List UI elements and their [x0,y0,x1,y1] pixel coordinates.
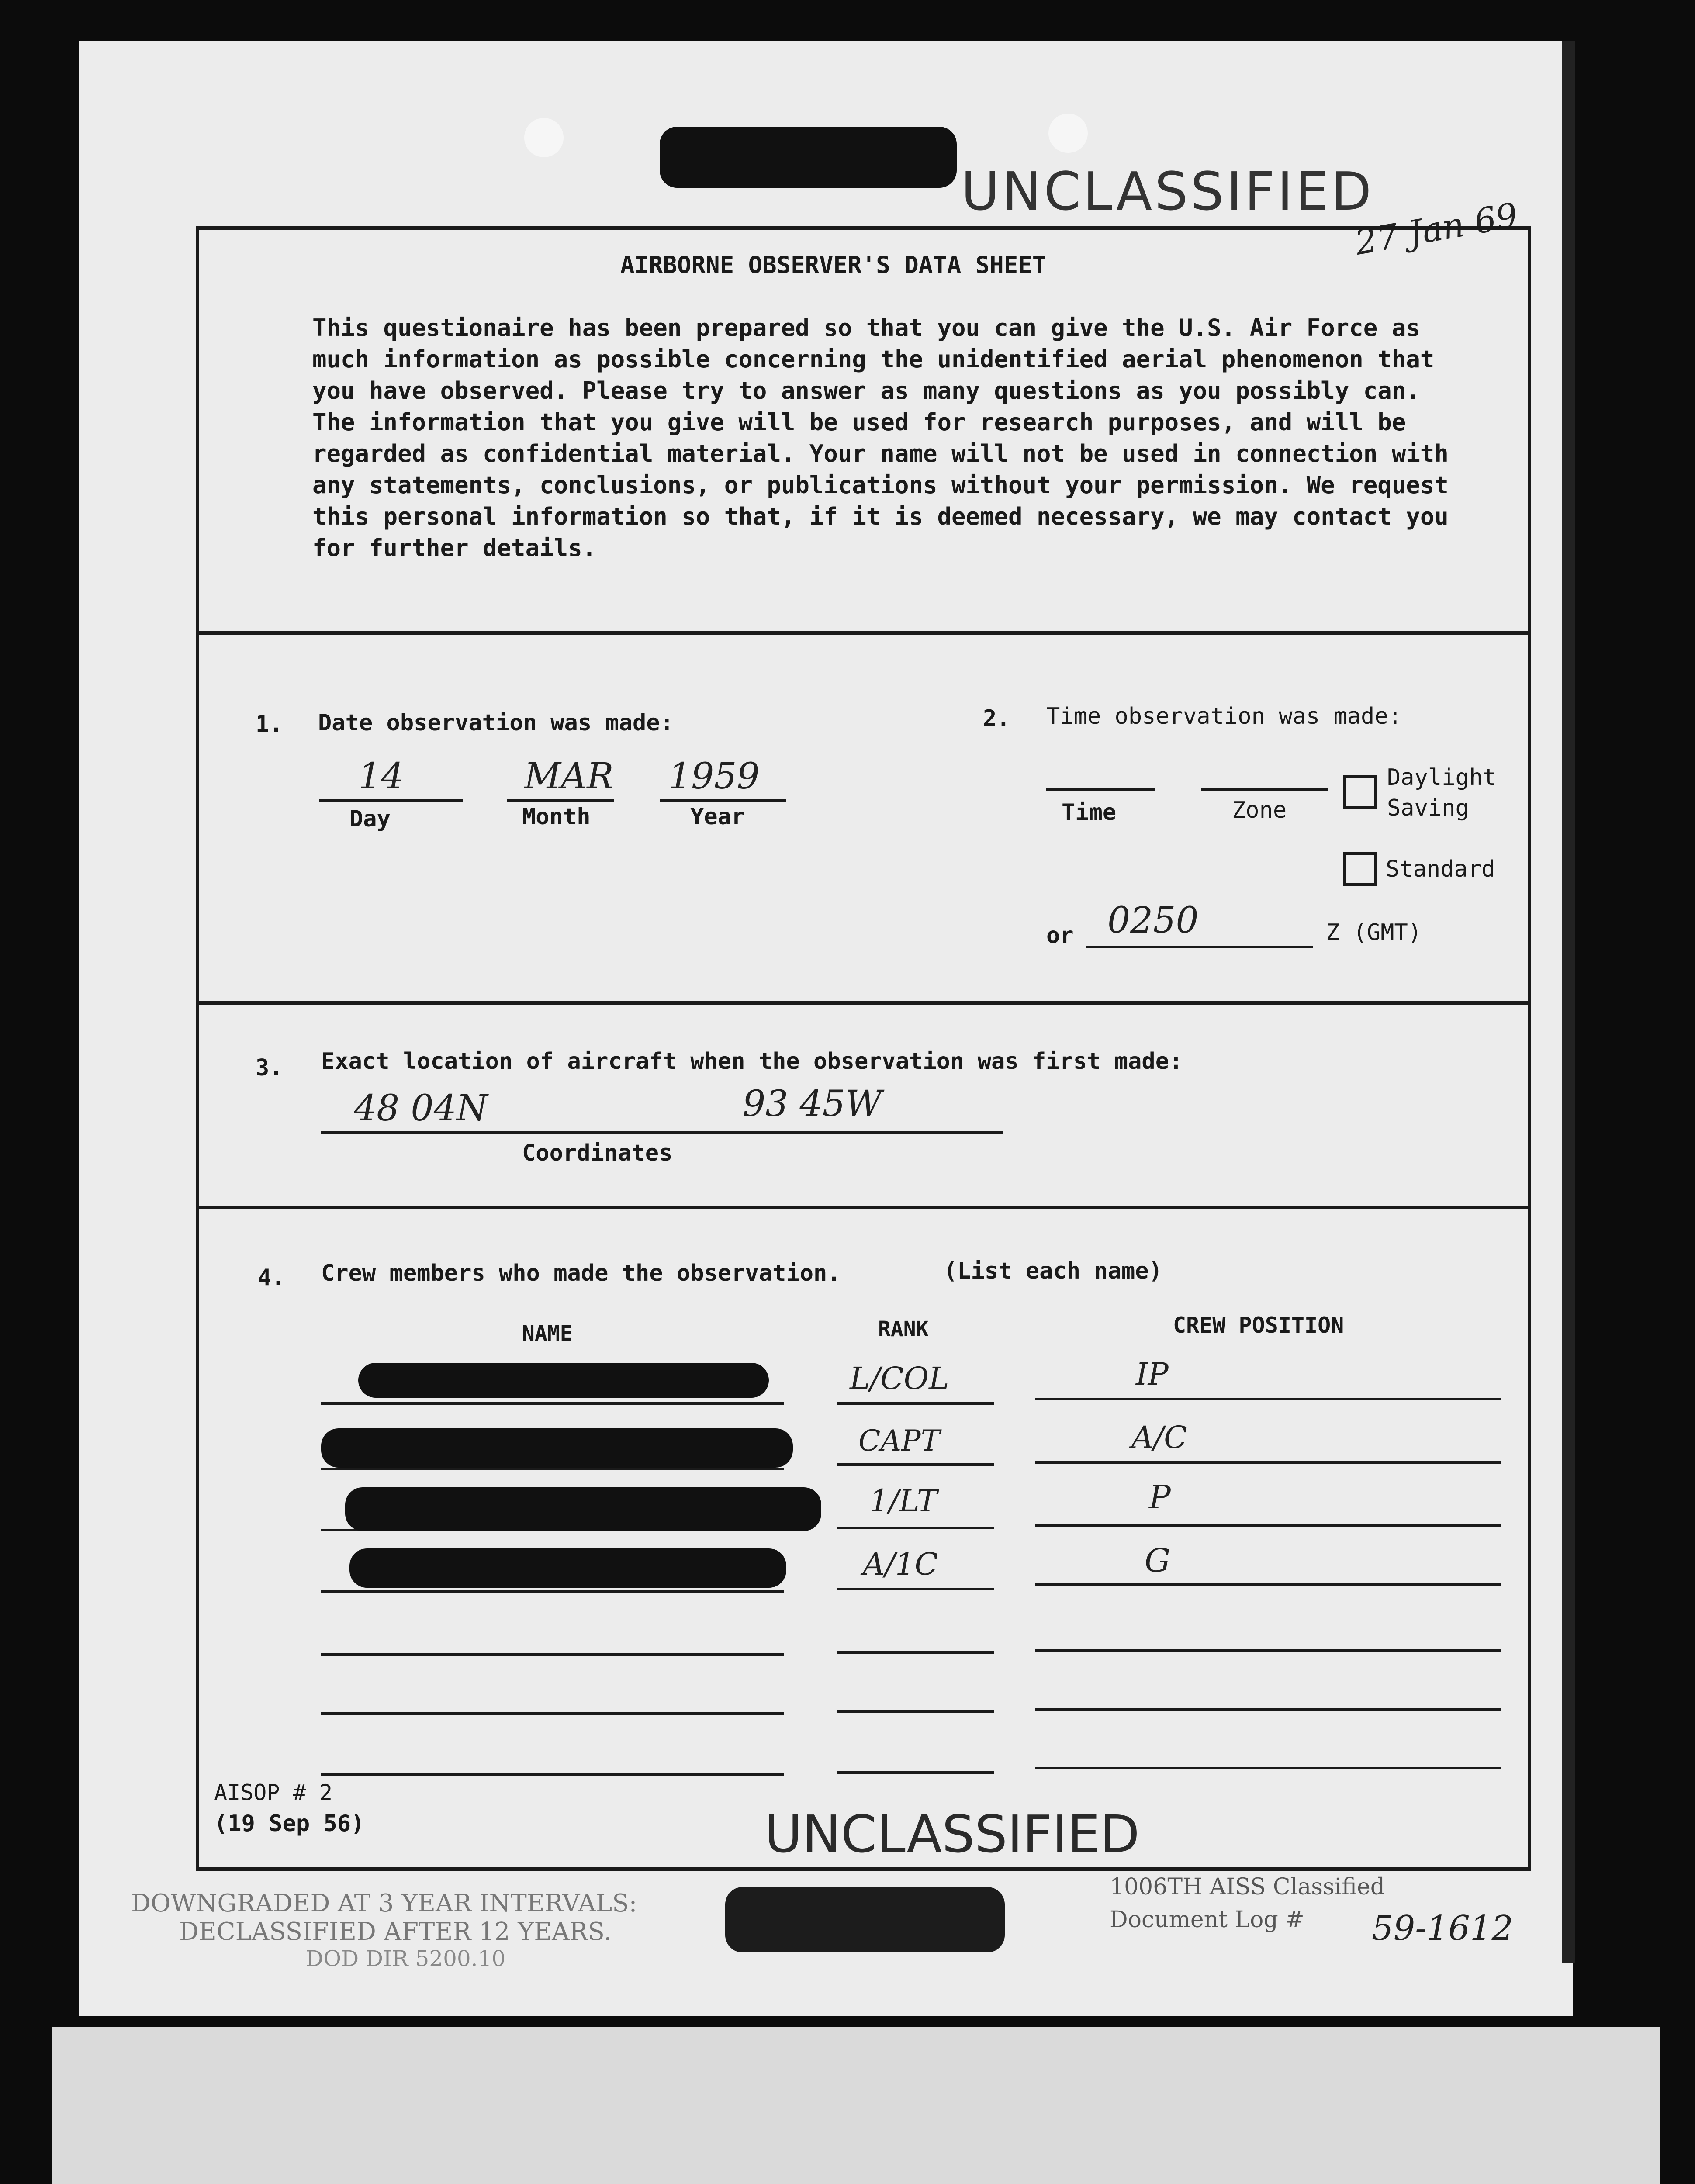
crew-rank-1: L/COL [850,1361,949,1396]
q3-label: Exact location of aircraft when the observation was first made: [321,1048,1183,1075]
redaction-top [660,127,957,188]
crew-position-4: G [1145,1542,1171,1579]
standard-label: Standard [1386,856,1495,882]
backing-sheet [52,2027,1660,2184]
q1-year-value: 1959 [668,756,760,797]
q4-label: Crew members who made the observation. [321,1260,841,1286]
col-name-header: NAME [522,1321,573,1346]
q1-year-line [660,799,786,802]
intro-paragraph: This questionaire has been prepared so that you can give the U.S. Air Force as much information as possible concerning the unidentified aerial phenomenon that you have observed. Please try to answer as many questions as you possibly can. The information that you give will be used for research purposes, and will be regarded as confidential material. Your name will not be used in connection with any statements, conclusions, or publications without your permission. We request this personal information so that, if it is deemed necessary, we may contact you for further details. [312,314,1449,562]
q2-time-line [1046,788,1155,791]
q1-month-label: Month [522,804,591,830]
standard-checkbox[interactable] [1343,852,1377,886]
crew-position-1: IP [1136,1356,1169,1392]
q2-or-label: or [1046,923,1074,949]
q2-gmt-value: 0250 [1107,900,1199,941]
q3-lat-value: 48 04N [354,1088,488,1129]
downgrade-line-2: DECLASSIFIED AFTER 12 YEARS. [179,1918,612,1946]
divider-1 [196,631,1531,635]
redaction-bottom [725,1887,1005,1952]
row-line [321,1590,784,1593]
q2-gmt-label: Z (GMT) [1326,919,1422,946]
handwritten-date: 27 Jan 69 [1352,196,1521,263]
col-rank-header: RANK [878,1317,929,1341]
document-log-line-1: 1006TH AISS Classified [1110,1874,1385,1900]
punch-hole-left [524,118,564,157]
row-line [837,1402,994,1405]
q2-time-label: Time [1062,799,1117,826]
row-line [1035,1461,1501,1464]
daylight-label-1: Daylight [1387,764,1497,791]
q1-label: Date observation was made: [318,710,674,736]
q1-day-label: Day [349,806,391,832]
row-line [1035,1649,1501,1652]
redacted-name [358,1363,769,1398]
row-line [837,1771,994,1774]
document-log-number: 59-1612 [1372,1909,1514,1948]
row-line [837,1588,994,1590]
divider-3 [196,1206,1531,1209]
q1-day-value: 14 [358,756,404,797]
crew-position-2: A/C [1131,1420,1187,1455]
q2-gmt-line [1086,946,1313,948]
q2-label: Time observation was made: [1046,703,1402,729]
crew-rank-2: CAPT [858,1424,940,1458]
daylight-label-2: Saving [1387,795,1469,821]
daylight-saving-checkbox[interactable] [1343,775,1377,809]
row-line [837,1710,994,1713]
row-line [837,1463,994,1466]
row-line [321,1712,784,1715]
document-log-line-2: Document Log # [1110,1907,1304,1933]
q2-zone-line [1201,788,1328,791]
row-line [321,1653,784,1656]
downgrade-line-3: DOD DIR 5200.10 [306,1946,506,1971]
form-id: AISOP # 2 [214,1780,332,1805]
q3-lon-value: 93 45W [743,1083,882,1125]
q3-coord-label: Coordinates [522,1140,673,1166]
crew-rank-3: 1/LT [869,1483,937,1519]
crew-rank-4: A/1C [863,1546,938,1582]
redacted-name [349,1548,786,1588]
redacted-name [345,1487,821,1531]
q1-number: 1. [256,711,283,737]
row-line [1035,1767,1501,1769]
unclassified-stamp-bottom: UNCLASSIFIED [764,1804,1140,1864]
divider-2 [196,1001,1531,1005]
q3-coord-line [321,1131,1003,1134]
row-line [1035,1583,1501,1586]
row-line [837,1527,994,1529]
row-line [1035,1398,1501,1400]
form-date: (19 Sep 56) [214,1811,365,1837]
unclassified-stamp-top: UNCLASSIFIED [961,162,1374,222]
q4-number: 4. [258,1265,285,1291]
row-line [1035,1524,1501,1527]
col-position-header: CREW POSITION [1173,1313,1344,1338]
q1-month-line [507,799,614,802]
page-edge-shadow [1562,41,1575,1963]
q2-number: 2. [983,705,1010,732]
row-line [321,1402,784,1405]
q1-day-line [319,799,463,802]
crew-position-3: P [1149,1479,1171,1516]
row-line [321,1773,784,1776]
row-line [837,1651,994,1654]
q1-month-value: MAR [524,756,614,797]
redacted-name [321,1428,793,1468]
form-title: AIRBORNE OBSERVER'S DATA SHEET [620,251,1047,279]
row-line [1035,1708,1501,1711]
punch-hole-right [1048,114,1088,153]
q3-number: 3. [256,1055,283,1081]
q1-year-label: Year [690,804,745,830]
downgrade-line-1: DOWNGRADED AT 3 YEAR INTERVALS: [131,1889,637,1918]
q2-zone-label: Zone [1232,797,1287,823]
q4-sublabel: (List each name) [944,1258,1162,1284]
row-line [321,1468,784,1470]
